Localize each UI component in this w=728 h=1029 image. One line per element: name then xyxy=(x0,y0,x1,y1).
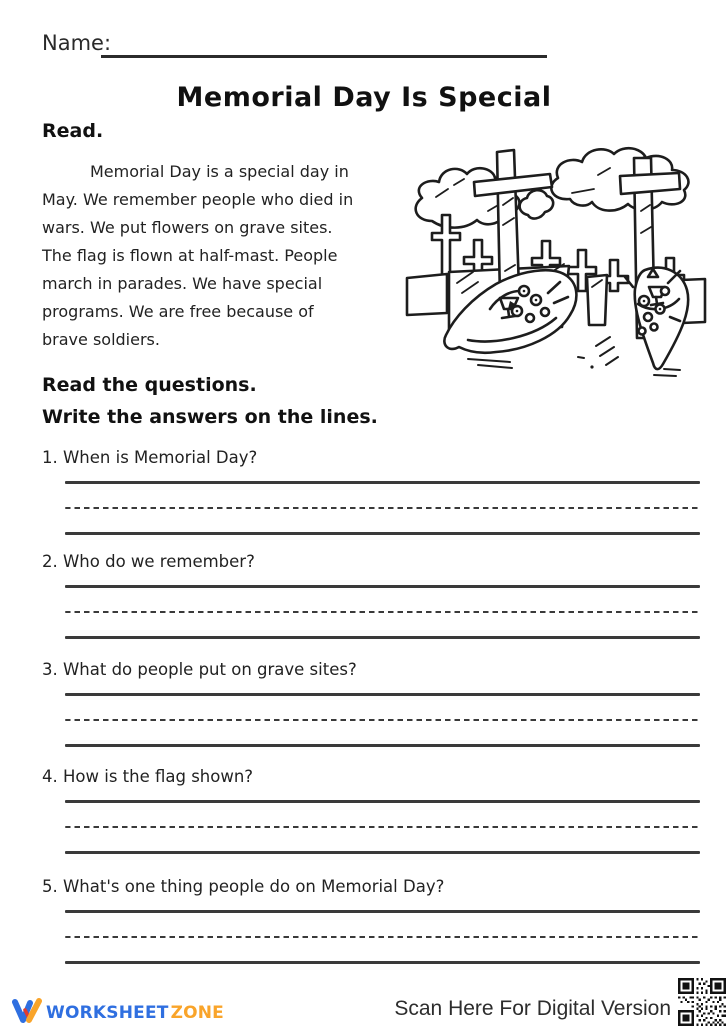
question-label: 3. What do people put on grave sites? xyxy=(42,660,357,679)
page-title: Memorial Day Is Special xyxy=(176,82,552,113)
answer-line-solid[interactable] xyxy=(65,851,700,854)
answer-line-solid[interactable] xyxy=(65,693,700,696)
question-label: 5. What's one thing people do on Memorial Day? xyxy=(42,877,445,896)
question-block xyxy=(42,660,702,756)
read-heading: Read. xyxy=(42,120,104,142)
cemetery-illustration-svg xyxy=(402,141,714,377)
answer-line-dashed[interactable] xyxy=(65,826,700,828)
passage-line: May. We remember people who died in xyxy=(42,190,354,209)
logo-w-icon xyxy=(11,997,43,1024)
brand-zone: ZONE xyxy=(170,1003,224,1023)
passage-line: brave soldiers. xyxy=(42,330,160,349)
answer-line-dashed[interactable] xyxy=(65,719,700,721)
answer-line-solid[interactable] xyxy=(65,910,700,913)
passage-line: march in parades. We have special xyxy=(42,274,323,293)
passage-line: programs. We are free because of xyxy=(42,302,314,321)
worksheetzone-logo[interactable] xyxy=(11,997,43,1024)
instructions-line-2: Write the answers on the lines. xyxy=(42,406,378,428)
answer-line-solid[interactable] xyxy=(65,532,700,535)
answer-line-dashed[interactable] xyxy=(65,611,700,613)
instructions-line-1: Read the questions. xyxy=(42,374,257,396)
brand-worksheet: WORKSHEET xyxy=(46,1003,169,1023)
answer-line-solid[interactable] xyxy=(65,744,700,747)
qr-code-svg xyxy=(678,978,726,1026)
brand-wordmark[interactable] xyxy=(46,1003,224,1023)
question-block xyxy=(42,552,702,648)
qr-code-icon xyxy=(678,978,726,1026)
name-label: Name: xyxy=(42,31,112,55)
passage-line: The flag is flown at half-mast. People xyxy=(42,246,338,265)
question-label: 1. When is Memorial Day? xyxy=(42,448,258,467)
answer-line-dashed[interactable] xyxy=(65,507,700,509)
answer-line-solid[interactable] xyxy=(65,961,700,964)
passage-line: Memorial Day is a special day in xyxy=(90,162,349,181)
question-block xyxy=(42,767,702,863)
answer-line-solid[interactable] xyxy=(65,481,700,484)
question-label: 2. Who do we remember? xyxy=(42,552,255,571)
question-block xyxy=(42,448,702,544)
answer-line-solid[interactable] xyxy=(65,585,700,588)
answer-line-solid[interactable] xyxy=(65,636,700,639)
reading-passage xyxy=(42,158,422,354)
question-label: 4. How is the flag shown? xyxy=(42,767,254,786)
scan-here-label: Scan Here For Digital Version xyxy=(394,997,671,1020)
answer-line-solid[interactable] xyxy=(65,800,700,803)
passage-line: wars. We put flowers on grave sites. xyxy=(42,218,333,237)
memorial-day-illustration xyxy=(402,141,714,377)
name-write-line[interactable] xyxy=(101,55,547,58)
question-block xyxy=(42,877,702,973)
answer-line-dashed[interactable] xyxy=(65,936,700,938)
